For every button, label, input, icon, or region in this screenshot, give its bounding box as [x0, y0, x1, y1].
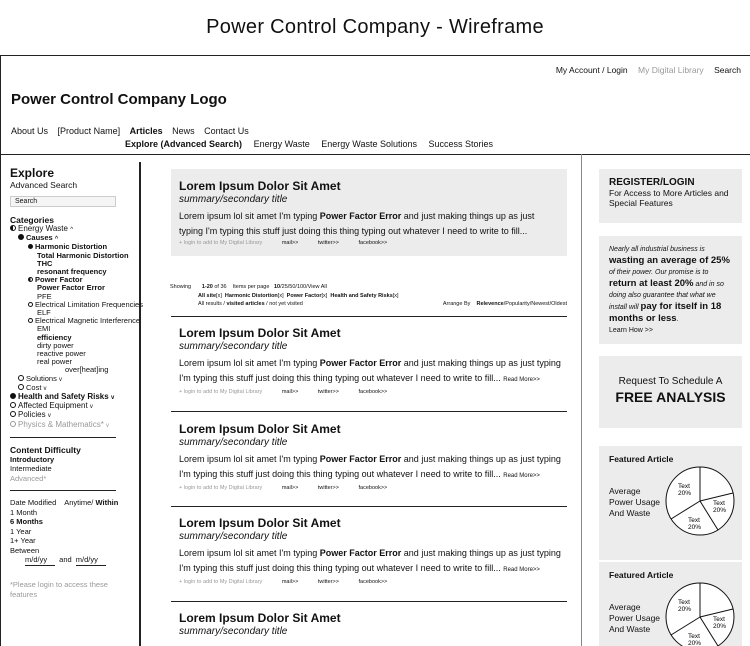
category-tree: [10, 224, 143, 430]
article-subtitle: summary/secondary title: [179, 531, 288, 542]
featured-article-title[interactable]: Featured Article: [609, 570, 674, 580]
sort-options[interactable]: /Popularity/Newest/Oldest: [503, 301, 567, 307]
selected-icon: [10, 393, 16, 399]
date-1-plus-year[interactable]: 1+ Year: [10, 536, 36, 546]
learn-how-link[interactable]: Learn How >>: [609, 327, 653, 334]
tag-resonant-frequency[interactable]: resonant frequency: [37, 267, 107, 277]
pie-label: 20%: [678, 490, 692, 497]
chevron-down-icon: v: [47, 413, 51, 420]
article-body: Lorem ipsum lol sit amet I'm typing Power Factor Error and just making things up as just typing I'm typing this stuff just doing this thing typing out whatever I need to write to fill... Read More>>: [179, 358, 561, 383]
twitter-link[interactable]: twitter>>: [317, 389, 339, 395]
facebook-link[interactable]: facebook>>: [358, 240, 388, 246]
date-modified-title: Date Modified: [10, 498, 57, 508]
unselected-icon: [28, 302, 33, 307]
tag-elf[interactable]: ELF: [37, 308, 51, 318]
article-title[interactable]: Lorem Ipsum Dolor Sit Amet: [179, 179, 341, 193]
cat-affected-equipment[interactable]: Affected Equipment v: [10, 402, 130, 411]
tag-power-factor-error[interactable]: Power Factor Error: [37, 283, 105, 293]
unselected-icon: [10, 402, 16, 408]
date-to-input[interactable]: m/d/yy: [76, 555, 106, 566]
tag-emi[interactable]: EMI: [37, 324, 51, 334]
date-1-month[interactable]: 1 Month: [10, 507, 38, 517]
half-selected-icon: [28, 277, 33, 282]
article-body: Lorem ipsum lol sit amet I'm typing Power Factor Error and just making things up as just typing I'm typing this stuff just doing this thing typing out whatever I need to write to fill...: [179, 211, 535, 236]
cat-health-safety[interactable]: Health and Safety Risks v: [10, 393, 130, 402]
article-card: [179, 422, 575, 491]
article-links: [179, 389, 575, 395]
subnav-energy-waste-solutions[interactable]: Energy Waste Solutions: [321, 139, 417, 149]
filter-all-site[interactable]: All site: [198, 292, 217, 299]
date-anytime-option[interactable]: Anytime/: [64, 498, 94, 508]
article-subtitle: summary/secondary title: [179, 626, 288, 637]
pie-label: Text: [688, 517, 700, 524]
filter-power-factor[interactable]: Power Factor: [286, 292, 322, 299]
article-subtitle: summary/secondary title: [179, 194, 288, 205]
arrange-by: Arrange By Relevence/Popularity/Newest/Oldest: [442, 301, 567, 307]
pie-chart-icon: [663, 580, 737, 646]
promo-box: Nearly all industrial business is wasting an average of 25% of their power. Our promise is to return at least 20% and in so doing also guarantee that what we install will pay for itself in 18 months or less. Learn How >>: [599, 236, 742, 344]
subnav-success-stories[interactable]: Success Stories: [428, 139, 494, 149]
article-body: Lorem ipsum lol sit amet I'm typing Power Factor Error and just making things up as just typing I'm typing this stuff just doing this thing typing out whatever I need to write to fill... Read More>>: [179, 454, 561, 479]
my-digital-library-link[interactable]: My Digital Library: [638, 65, 704, 75]
article-divider: [171, 506, 567, 507]
mail-link[interactable]: mail>>: [281, 579, 299, 585]
login-note: *Please login to access these features: [10, 579, 108, 599]
date-range-row: [10, 555, 130, 566]
article-card: [179, 326, 575, 395]
pie-chart-icon: [663, 464, 737, 538]
twitter-link[interactable]: twitter>>: [317, 579, 339, 585]
free-analysis-text[interactable]: FREE ANALYSIS: [615, 389, 726, 405]
featured-article-box[interactable]: [599, 446, 742, 560]
request-schedule-text: Request To Schedule A: [618, 376, 723, 387]
tag-total-harmonic-distortion[interactable]: Total Harmonic Distortion: [37, 250, 129, 260]
right-column-divider: [581, 154, 582, 646]
login-add-library-link[interactable]: + login to add to My Digital Library: [179, 579, 263, 585]
sidebar-heading: Explore: [10, 166, 55, 180]
article-divider: [171, 601, 567, 602]
tag-reactive-power[interactable]: reactive power: [37, 349, 86, 359]
utility-links: [548, 65, 741, 75]
tag-pfe[interactable]: PFE: [37, 291, 52, 301]
pie-label: 20%: [713, 623, 727, 630]
register-login-box[interactable]: [599, 169, 742, 223]
nav-articles[interactable]: Articles: [129, 126, 163, 136]
cat-electrical-magnetic[interactable]: Electrical Magnetic Interference: [10, 317, 130, 325]
cat-physics-math[interactable]: Physics & Mathematics* v: [10, 421, 130, 430]
results-info: [170, 283, 570, 309]
subnav-energy-waste[interactable]: Energy Waste: [253, 139, 310, 149]
chevron-up-icon: ^: [54, 236, 59, 243]
nav-product-name[interactable]: [Product Name]: [57, 126, 121, 136]
items-per-page-options[interactable]: /25/50/100/View All: [280, 284, 327, 290]
cat-electrical-limitation[interactable]: Electrical Limitation Frequencies: [10, 301, 130, 309]
featured-article-desc: Average Power Usage And Waste: [609, 602, 661, 634]
search-link[interactable]: Search: [714, 65, 741, 75]
pie-label: Text: [678, 483, 690, 490]
date-from-input[interactable]: m/d/yy: [25, 555, 55, 566]
featured-article-desc: Average Power Usage And Waste: [609, 486, 661, 518]
chevron-down-icon: v: [106, 422, 110, 429]
selected-icon: [28, 244, 33, 249]
pie-label: 20%: [688, 524, 702, 531]
article-subtitle: summary/secondary title: [179, 341, 288, 352]
browser-frame: [0, 55, 750, 646]
selected-icon: [18, 234, 24, 240]
facebook-link[interactable]: facebook>>: [358, 579, 388, 585]
article-title[interactable]: Lorem Ipsum Dolor Sit Amet: [179, 516, 341, 530]
article-links: [179, 485, 575, 491]
filter-harmonic-distortion[interactable]: Harmonic Distortion: [224, 292, 278, 299]
facebook-link[interactable]: facebook>>: [358, 389, 388, 395]
cat-harmonic-distortion[interactable]: Harmonic Distortion: [10, 243, 130, 251]
login-add-library-link[interactable]: + login to add to My Digital Library: [179, 485, 263, 491]
section-divider: [10, 490, 116, 491]
read-more-link[interactable]: Read More>>: [503, 377, 540, 383]
pie-label: Text: [713, 616, 725, 623]
article-card: [179, 611, 575, 637]
pie-label: Text: [688, 633, 700, 640]
nav-about-us[interactable]: About Us: [11, 126, 49, 136]
results-row-1: Showing 1-20 of 36 Items per page 10/25/50/100/View All: [170, 284, 327, 290]
sub-nav: [125, 139, 502, 149]
wireframe-title: Power Control Company - Wireframe: [206, 16, 544, 38]
chevron-up-icon: ^: [70, 227, 74, 233]
mail-link[interactable]: mail>>: [281, 389, 299, 395]
pie-label: Text: [713, 500, 725, 507]
tag-thc[interactable]: THC: [37, 258, 53, 268]
tag-dirty-power[interactable]: dirty power: [37, 340, 74, 350]
date-1-year[interactable]: 1 Year: [10, 526, 32, 536]
date-within-option[interactable]: Within: [95, 498, 119, 508]
subnav-explore[interactable]: Explore (Advanced Search): [125, 139, 243, 149]
login-add-library-link[interactable]: + login to add to My Digital Library: [179, 240, 263, 246]
difficulty-introductory[interactable]: Introductory: [10, 454, 55, 464]
unselected-icon: [10, 421, 16, 427]
items-per-page-10[interactable]: 10: [274, 284, 281, 290]
cat-solutions[interactable]: Solutions v: [10, 375, 130, 384]
results-divider: [171, 316, 567, 317]
results-row-3: All results / visited articles / not yet visited Arrange By Relevence/Popularity/Newest/Oldest: [198, 301, 567, 307]
article-title[interactable]: Lorem Ipsum Dolor Sit Amet: [179, 326, 341, 340]
cat-power-factor[interactable]: Power Factor: [10, 276, 130, 284]
chevron-down-icon: v: [89, 404, 93, 411]
sort-relevence[interactable]: Relevence: [476, 301, 504, 307]
cat-policies[interactable]: Policies v: [10, 411, 130, 420]
login-add-library-link[interactable]: + login to add to My Digital Library: [179, 389, 263, 395]
date-between[interactable]: Between: [10, 545, 40, 555]
nav-contact-us[interactable]: Contact Us: [204, 126, 249, 136]
nav-divider: [1, 154, 750, 155]
mail-link[interactable]: mail>>: [281, 240, 299, 246]
sidebar: [10, 166, 143, 600]
tag-efficiency[interactable]: efficiency: [37, 332, 72, 342]
article-body: Lorem ipsum lol sit amet I'm typing Power Factor Error and just making things up as just typing I'm typing this stuff just doing this thing typing out whatever I need to write to fill... Read More>>: [179, 548, 561, 573]
mail-link[interactable]: mail>>: [281, 485, 299, 491]
pie-label: 20%: [678, 606, 692, 613]
tag-real-power[interactable]: real power: [37, 357, 73, 367]
nav-news[interactable]: News: [172, 126, 195, 136]
date-6-months[interactable]: 6 Months: [10, 517, 43, 527]
twitter-link[interactable]: twitter>>: [317, 485, 339, 491]
my-account-login-link[interactable]: My Account / Login: [555, 65, 628, 75]
content-difficulty-title: Content Difficulty: [10, 444, 81, 455]
tag-overheating[interactable]: over[heat]ing: [65, 365, 109, 375]
article-subtitle: summary/secondary title: [179, 437, 288, 448]
half-selected-icon: [10, 225, 16, 231]
filter-health-safety[interactable]: Health and Safety Risks: [330, 292, 393, 299]
results-range: 1-20: [201, 284, 213, 290]
chevron-down-icon: v: [43, 385, 47, 392]
read-more-link[interactable]: Read More>>: [503, 567, 540, 573]
section-divider: [10, 437, 116, 438]
register-login-subtitle: For Access to More Articles and Special Features: [609, 188, 729, 208]
main-nav: [11, 126, 256, 136]
date-modified-row: [10, 498, 130, 508]
cat-energy-waste[interactable]: Energy Waste ^: [10, 225, 130, 234]
difficulty-advanced[interactable]: Advanced*: [10, 473, 47, 483]
register-login-title[interactable]: REGISTER/LOGIN: [609, 177, 695, 188]
article-divider: [171, 411, 567, 412]
facebook-link[interactable]: facebook>>: [358, 485, 388, 491]
article-links: [179, 579, 575, 585]
date-and-label: and: [59, 555, 72, 565]
twitter-link[interactable]: twitter>>: [317, 240, 339, 246]
pie-label: 20%: [713, 507, 727, 514]
categories-title: Categories: [10, 215, 54, 225]
read-more-link[interactable]: Read More>>: [503, 473, 540, 479]
unselected-icon: [10, 411, 16, 417]
cat-cost[interactable]: Cost v: [10, 384, 130, 393]
featured-article-box[interactable]: [599, 562, 742, 646]
article-card: [179, 516, 575, 585]
chevron-down-icon: v: [58, 376, 62, 383]
cat-causes[interactable]: Causes ^: [10, 234, 130, 243]
free-analysis-box[interactable]: [599, 356, 742, 428]
chevron-down-icon: v: [110, 395, 115, 402]
featured-article: [171, 169, 567, 256]
company-logo[interactable]: Power Control Company Logo: [11, 91, 227, 108]
difficulty-intermediate[interactable]: Intermediate: [10, 464, 52, 474]
scope-visited[interactable]: visited articles: [226, 301, 265, 307]
article-title[interactable]: Lorem Ipsum Dolor Sit Amet: [179, 422, 341, 436]
article-links: [179, 240, 559, 246]
featured-article-title[interactable]: Featured Article: [609, 454, 674, 464]
article-title[interactable]: Lorem Ipsum Dolor Sit Amet: [179, 611, 341, 625]
results-row-2: All site[x] Harmonic Distortion[x] Power Factor[x] Health and Safety Risks[x]: [198, 292, 399, 299]
sidebar-subheading: Advanced Search: [10, 180, 78, 190]
pie-label: Text: [678, 599, 690, 606]
pie-label: 20%: [688, 640, 702, 646]
unselected-icon: [28, 318, 33, 323]
sidebar-divider: [139, 162, 141, 646]
sidebar-search-input[interactable]: Search: [10, 196, 116, 207]
unselected-icon: [18, 384, 24, 390]
unselected-icon: [18, 375, 24, 381]
